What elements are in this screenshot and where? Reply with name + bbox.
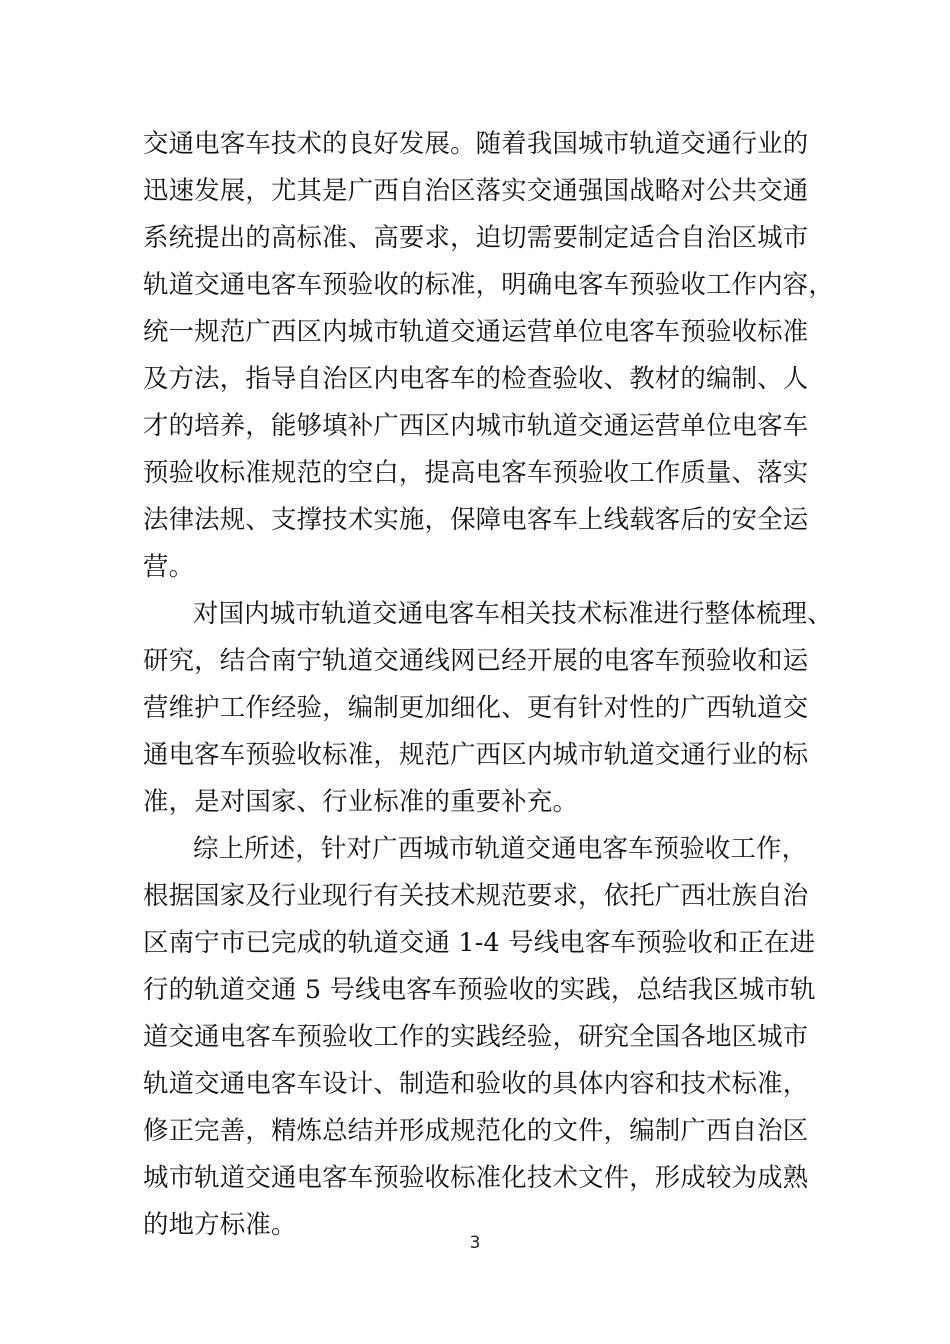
text-line: 营。 <box>143 551 195 581</box>
text-line: 根据国家及行业现行有关技术规范要求，依托广西壮族自治 <box>143 880 809 910</box>
text-line: 的地方标准。 <box>143 1209 297 1239</box>
text-line: 准，是对国家、行业标准的重要补充。 <box>143 786 579 816</box>
text-line: 迅速发展，尤其是广西自治区落实交通强国战略对公共交通 <box>143 175 809 205</box>
paragraph-first-line: 对国内城市轨道交通电客车相关技术标准进行整体梳理、 <box>193 598 833 628</box>
text-line: 轨道交通电客车设计、制造和验收的具体内容和技术标准， <box>143 1068 809 1098</box>
text-line: 预验收标准规范的空白，提高电客车预验收工作质量、落实 <box>143 457 809 487</box>
text-line: 系统提出的高标准、高要求，迫切需要制定适合自治区城市 <box>143 222 809 252</box>
paragraph-first-line: 综上所述，针对广西城市轨道交通电客车预验收工作， <box>193 833 808 863</box>
text-line: 道交通电客车预验收工作的实践经验，研究全国各地区城市 <box>143 1021 809 1051</box>
text-line: 通电客车预验收标准，规范广西区内城市轨道交通行业的标 <box>143 739 809 769</box>
text-line: 统一规范广西区内城市轨道交通运营单位电客车预验收标准 <box>143 316 809 346</box>
text-line: 研究，结合南宁轨道交通线网已经开展的电客车预验收和运 <box>143 645 809 675</box>
text-line: 才的培养，能够填补广西区内城市轨道交通运营单位电客车 <box>143 410 809 440</box>
page-number: 3 <box>469 1233 481 1253</box>
text-line: 城市轨道交通电客车预验收标准化技术文件，形成较为成熟 <box>143 1162 809 1192</box>
text-line: 交通电客车技术的良好发展。随着我国城市轨道交通行业的 <box>143 128 809 158</box>
text-line: 营维护工作经验，编制更加细化、更有针对性的广西轨道交 <box>143 692 809 722</box>
text-line: 区南宁市已完成的轨道交通 1-4 号线电客车预验收和正在进 <box>143 927 816 957</box>
text-line: 修正完善，精炼总结并形成规范化的文件，编制广西自治区 <box>143 1115 809 1145</box>
body-text <box>143 120 834 1248</box>
text-line: 轨道交通电客车预验收的标准，明确电客车预验收工作内容， <box>143 269 834 299</box>
text-line: 及方法，指导自治区内电客车的检查验收、教材的编制、人 <box>143 363 809 393</box>
text-line: 法律法规、支撑技术实施，保障电客车上线载客后的安全运 <box>143 504 809 534</box>
text-line: 行的轨道交通 5 号线电客车预验收的实践，总结我区城市轨 <box>143 974 816 1004</box>
